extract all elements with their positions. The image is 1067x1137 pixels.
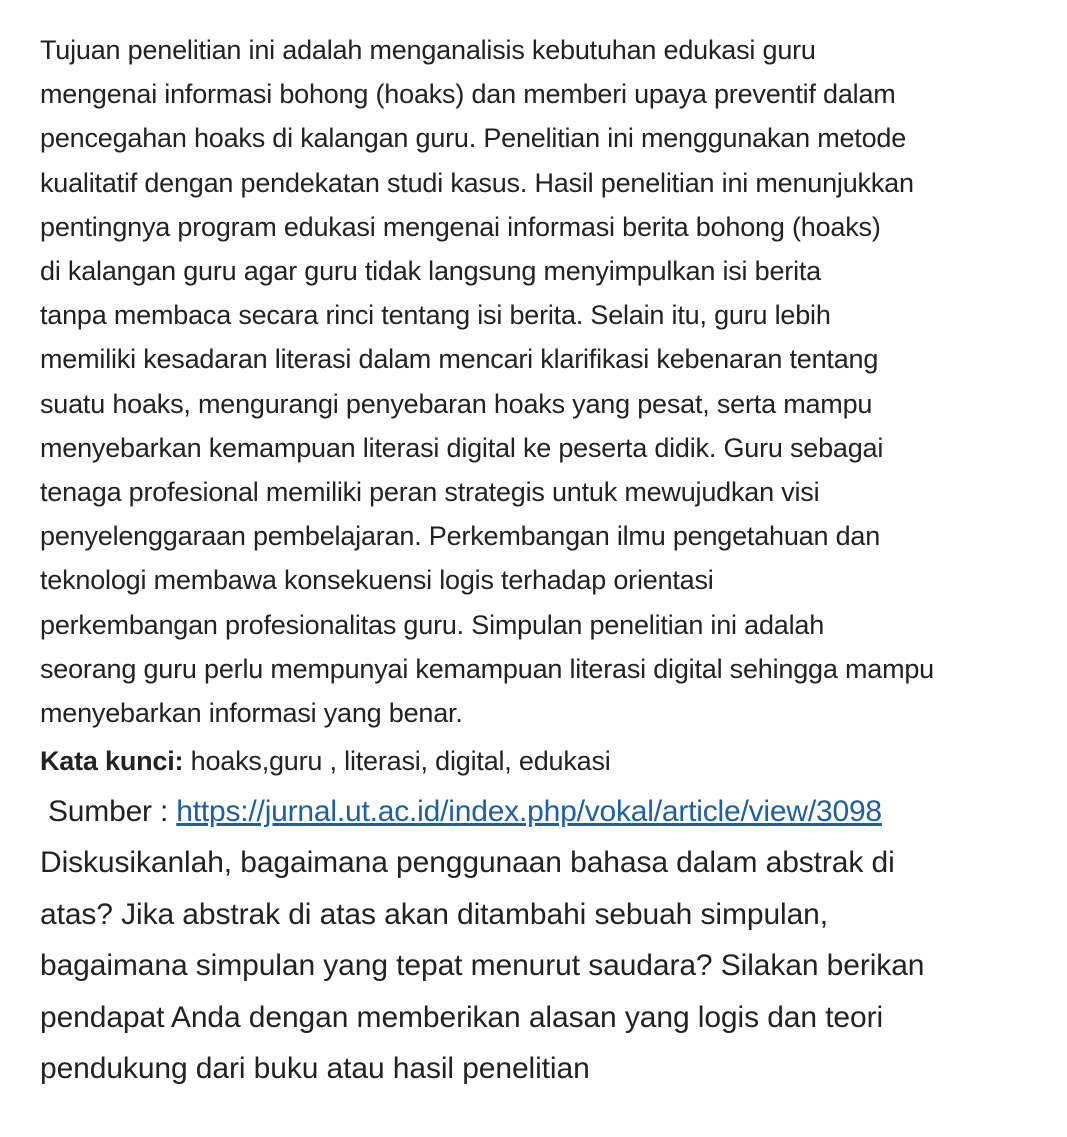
document-page: [40, 28, 1040, 1095]
question-line: bagaimana simpulan yang tepat menurut saudara? Silakan berikan: [40, 949, 925, 983]
abstract-line: menyebarkan kemampuan literasi digital ke peserta didik. Guru sebagai: [40, 432, 884, 463]
abstract-line: Tujuan penelitian ini adalah menganalisis kebutuhan edukasi guru: [40, 35, 816, 65]
keywords-line: [40, 739, 1040, 783]
question-line: Diskusikanlah, bagaimana penggunaan bahasa dalam abstrak di: [40, 846, 895, 880]
abstract-line: memiliki kesadaran literasi dalam mencari klarifikasi kebenaran tentang: [40, 344, 879, 375]
question-line: pendukung dari buku atau hasil penelitian: [40, 1052, 590, 1086]
abstract-line: pentingnya program edukasi mengenai informasi berita bohong (hoaks): [40, 211, 881, 242]
source-link[interactable]: https://jurnal.ut.ac.id/index.php/vokal/article/view/3098: [176, 795, 882, 829]
abstract-line: seorang guru perlu mempunyai kemampuan literasi digital sehingga mampu: [40, 653, 934, 684]
abstract-line: suatu hoaks, mengurangi penyebaran hoaks yang pesat, serta mampu: [40, 388, 873, 419]
keywords-value: hoaks,guru , literasi, digital, edukasi: [183, 746, 611, 777]
abstract-line: menyebarkan informasi yang benar.: [40, 698, 463, 729]
abstract-line: di kalangan guru agar guru tidak langsung menyimpulkan isi berita: [40, 256, 821, 287]
keywords-label: Kata kunci:: [40, 746, 184, 777]
source-line: [40, 787, 1040, 837]
question-line: pendapat Anda dengan memberikan alasan yang logis dan teori: [40, 1000, 884, 1034]
abstract-line: teknologi membawa konsekuensi logis terhadap orientasi: [40, 565, 714, 596]
abstract-paragraph: [40, 28, 1040, 735]
abstract-line: tanpa membaca secara rinci tentang isi berita. Selain itu, guru lebih: [40, 300, 831, 331]
abstract-line: perkembangan profesionalitas guru. Simpulan penelitian ini adalah: [40, 609, 825, 640]
abstract-line: kualitatif dengan pendekatan studi kasus. Hasil penelitian ini menunjukkan: [40, 167, 914, 198]
abstract-line: pencegahan hoaks di kalangan guru. Penelitian ini menggunakan metode: [40, 123, 907, 154]
question-line: atas? Jika abstrak di atas akan ditambahi sebuah simpulan,: [40, 897, 828, 931]
abstract-line: tenaga profesional memiliki peran strategis untuk mewujudkan visi: [40, 477, 820, 508]
abstract-line: mengenai informasi bohong (hoaks) dan memberi upaya preventif dalam: [40, 79, 896, 110]
discussion-question: [40, 837, 1040, 1095]
abstract-line: penyelenggaraan pembelajaran. Perkembangan ilmu pengetahuan dan: [40, 521, 881, 552]
source-label: Sumber :: [48, 795, 177, 829]
